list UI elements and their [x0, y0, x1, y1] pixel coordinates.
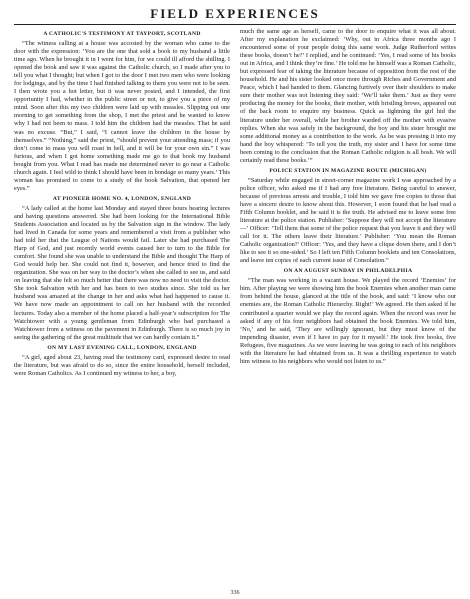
section-heading: ON AN AUGUST SUNDAY IN PHILADELPHIA	[283, 268, 413, 275]
section-paragraph: “A girl, aged about 23, having read the testimony card, expressed desire to read the literature, but was afraid to do so, since the entire household, herself included, were Roman Catholics. As I continued my witness to her, a boy,	[14, 353, 230, 377]
section-paragraph: much the same age as herself, came to the door to enquire what it was all about. After my explanation he exclaimed: ‘Why, out in Africa three months ago I encountered some of your people doing this same work. Judge Rutherford writes these books, doesn’t he?’ I replied, and he continued: ‘Yes, I read some of his books out in Africa, and I think they’re fine.’ He told me he himself was a Roman Catholic, but expressed fear of taking the literature because of opposition from the rest of the household. He and his sister looked once more through Riches and Government and Peace, which I had handed to them. Glancing furtively over their shoulders to make sure their mother was not listening they said: ‘We’ll take them.’ Just as they were producing the money for the books, their mother, with bristling brows, appeared out of the back room to enquire my business. Quick as lightning the girl hid the literature under her overall, while her brother warded off the mother with evasive replies. When she was safely in the background, the boy and his sister brought me some additional money as a contribution to the work. As he was pressing it into my hand the boy whispered: ‘To tell you the truth, my sister and I have for some time been coming to the conclusion that the Roman Catholic religion is all bosh. We will certainly read these books.’”	[240, 28, 456, 164]
page-number: 336	[230, 590, 240, 596]
right-column	[240, 28, 456, 378]
columns	[14, 28, 456, 378]
section-paragraph: “The man was working in a vacant house. We played the record ‘Enemies’ for him. After playing we were showing him the book Enemies when another man came from behind the house, glanced at the title of the book, and said: ‘I know who our enemies are, the Roman Catholic Hierarchy. Right!’ We agreed. He then asked if he contributed a quarter would we play the record again. When the record was over he asked if any of his four neighbors had obtained the book Enemies. We told him, ‘No,’ and he said, ‘They are willingly ignorant, but they must know of the impending disaster, even if I have to pay for it myself.’ He took five books, five Refugees, five magazines. As we were leaving he was going to each of his neighbors with the literature he had obtained from us. It was a thrilling experience to watch him witness to his neighbors who would not listen to us.”	[240, 277, 456, 365]
section-paragraph: “The witness calling at a house was accosted by the woman who came to the door with the expression: ‘You are the one that sold a book to my husband a little time ago. When he brought it in I went for him, for we could ill afford the shilling. I opened the book and saw it was against the Catholic church, so I made after you to tell you what I thought; but when I got to the door I met two men who were looking for lodgings, and by the time I had finished talking to them you were not to be seen. I then wrote you a hot letter, but it was never posted, and I intended, the first opportunity I had, whether in the public street or not, to give you a piece of my mind. Soon after this my two children were laid up with measles. Slipping out one morning to get something from the shop, I met the priest and he wanted to know why I had not been to mass. I told him the children had the measles. That he said was no excuse. “But,” I said, “I cannot leave the children in the house by themselves.” “Nothing,” said the priest, “should prevent your attending mass; if you don’t come to mass you will roast in hell, and it will be for your own sin.” I was furious, and when I got home something made me go to that book my husband bought from you. What I read has made me determined never to go near a Catholic church again. I feel wild to think I should have been in bondage so many years.’ This woman has promised to come to a study of the book Salvation, that opened her eyes.”	[14, 40, 230, 192]
running-header: FIELD EXPERIENCES	[14, 6, 456, 25]
section-heading: ON MY LAST EVENING CALL, LONDON, ENGLAND	[47, 344, 197, 351]
section-paragraph: “Saturday while engaged in street-corner magazine work I was approached by a police officer, who asked me if I had any free literature. Being careful to answer, because of previous arrests and trouble, I told him we gave free copies to those that have a sincere desire to know about this. However, I soon found that he had read a Fifth Column booklet, and he said it is the truth. He advised me to leave some free literature at the police station. Publisher: ‘Suppose they will not accept the literature—’ Officer: ‘Tell them that some of the police request that you leave it and they will call for it. The others leave their literature.’ Publisher: ‘You mean the Roman Catholic organization?’ Officer: ‘Yes, and they have a clique down there, and I don’t like to see it so one-sided.’ So I left ten Fifth Column booklets and ten Consolations, and leave ten copies of each current issue of Consolation.”	[240, 176, 456, 265]
left-column	[14, 28, 230, 378]
section-heading: A CATHOLIC'S TESTIMONY AT TAYPORT, SCOTLAND	[43, 31, 201, 37]
section-heading: POLICE STATION IN MAGAZINE ROUTE (MICHIGAN)	[269, 167, 427, 174]
section-paragraph: “A lady called at the home last Monday and stayed three hours hearing lectures and having questions answered. She had been looking for the International Bible Students Association and located us by the Salvation sign in the window. The lady had lived in Canada for some years and remembered a visit from a publisher who had told her that the League of Nations would fail. Later she had purchased The Harp of God, and just recently world events caused her to turn to the Bible for comfort. She found she was unable to understand the Bible and thought The Harp of God would help her. She could not find it, however, and hence tried to find the organization. She was on her way to the doctor’s when she called to see us, and said on leaving that she felt so much better that there was now no need to visit the doctor. She took Salvation with her and has been to two studies since. She told us her husband was amazed at the change in her and asks what had happened to cause it. We have now made an appointment to call on her husband with the recorded lectures. Today also a member of the home placed a half-year’s subscription for The Watchtower with a young gentleman from Edinburgh who had purchased a Watchtower from a witness on the pavement in Edinburgh. There is so much joy in seeing the gathering of the great multitude that we can hardly contain it.”	[14, 204, 230, 341]
section-heading: AT PIONEER HOME NO. 4, LONDON, ENGLAND	[52, 195, 192, 202]
